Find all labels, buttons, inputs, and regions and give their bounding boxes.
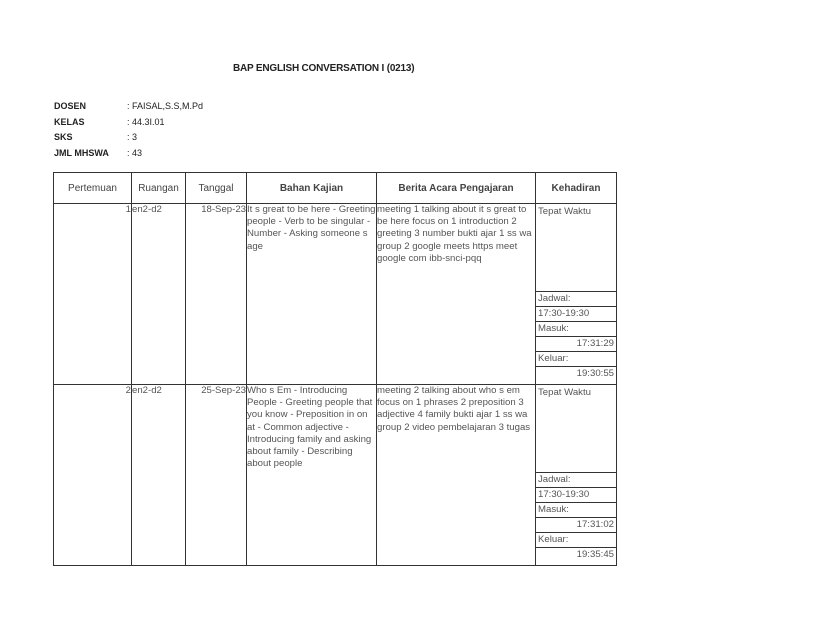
- table-header-row: [54, 173, 617, 204]
- masuk-value: 17:31:02: [536, 518, 616, 533]
- header-tanggal: Tanggal: [186, 173, 247, 204]
- keluar-value: 19:30:55: [576, 368, 614, 379]
- info-label: DOSEN: [54, 101, 87, 111]
- course-info: [54, 99, 203, 161]
- masuk-label: Masuk:: [536, 503, 616, 518]
- kehadiran-status: Tepat Waktu: [536, 204, 616, 292]
- cell-bahan-kajian: It s great to be here - Greeting people - Verb to be singular - Number - Asking someone s age: [247, 204, 377, 385]
- jadwal-value: 17:30-19:30: [536, 488, 616, 503]
- masuk-label: Masuk:: [536, 322, 616, 337]
- header-ruangan: Ruangan: [132, 173, 186, 204]
- jadwal-label: Jadwal:: [536, 473, 616, 488]
- cell-kehadiran: [536, 385, 617, 566]
- info-value: : 44.3I.01: [127, 116, 165, 127]
- header-kehadiran: Kehadiran: [536, 173, 617, 204]
- info-value: : FAISAL,S.S,M.Pd: [127, 101, 204, 111]
- info-label: SKS: [54, 132, 73, 142]
- cell-kehadiran: [536, 204, 617, 385]
- kehadiran-status: Tepat Waktu: [536, 385, 616, 473]
- cell-ruangan: en2-d2: [132, 385, 186, 566]
- cell-pertemuan: 1: [54, 204, 132, 385]
- cell-pertemuan: 2: [54, 385, 132, 566]
- cell-bahan-kajian: Who s Em - Introducing People - Greeting people that you know - Preposition in on at - Common adjective - Introducing family and asking about family - Describing about people: [247, 385, 377, 566]
- keluar-label: Keluar:: [536, 533, 616, 548]
- keluar-value: 19:35:45: [576, 549, 614, 560]
- info-row-dosen: [54, 99, 203, 115]
- cell-berita-acara: meeting 1 talking about it s great to be here focus on 1 introduction 2 greeting 3 number bukti ajar 1 ss wa group 2 google meets https meet google com ibb-snci-pqq: [377, 204, 536, 385]
- cell-berita-acara: meeting 2 talking about who s em focus on 1 phrases 2 preposition 3 adjective 4 family bukti ajar 1 ss wa group 2 video pembelajaran 3 tugas: [377, 385, 536, 566]
- header-pertemuan: Pertemuan: [54, 173, 132, 204]
- info-row-jml-mhswa: [54, 146, 203, 162]
- header-berita-acara: Berita Acara Pengajaran: [377, 173, 536, 204]
- info-row-sks: [54, 130, 203, 146]
- info-value: : 43: [127, 147, 143, 158]
- cell-tanggal: 18-Sep-23: [186, 204, 247, 385]
- document-title: BAP ENGLISH CONVERSATION I (0213): [233, 63, 415, 74]
- masuk-value: 17:31:29: [536, 337, 616, 352]
- info-label: JML MHSWA: [54, 147, 109, 158]
- cell-tanggal: 25-Sep-23: [186, 385, 247, 566]
- cell-ruangan: en2-d2: [132, 204, 186, 385]
- info-value: : 3: [127, 132, 138, 142]
- attendance-table: [53, 172, 617, 566]
- jadwal-value: 17:30-19:30: [536, 307, 616, 322]
- table-row: [54, 204, 617, 385]
- header-bahan-kajian: Bahan Kajian: [247, 173, 377, 204]
- table-row: [54, 385, 617, 566]
- info-row-kelas: [54, 115, 203, 131]
- jadwal-label: Jadwal:: [536, 292, 616, 307]
- keluar-label: Keluar:: [536, 352, 616, 367]
- info-label: KELAS: [54, 116, 85, 127]
